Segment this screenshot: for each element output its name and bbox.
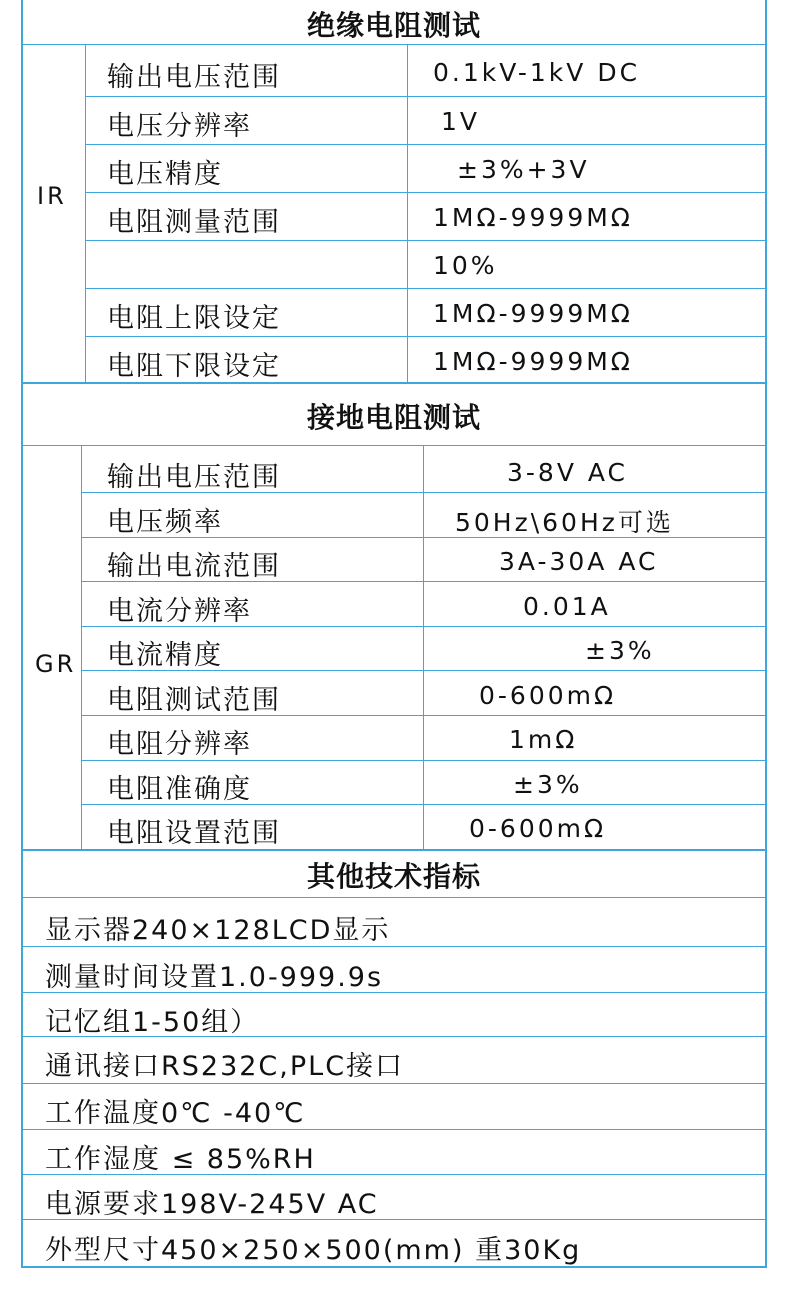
divider — [85, 192, 765, 193]
gr-row-value: 0.01A — [523, 592, 611, 621]
divider — [23, 382, 765, 384]
gr-row-label: 电阻分辨率 — [107, 729, 252, 760]
divider — [23, 1036, 765, 1037]
divider — [23, 44, 765, 45]
gr-row-label: 电阻测试范围 — [107, 685, 281, 716]
gr-section-title: 接地电阻测试 — [306, 401, 481, 434]
ir-row-value: 10% — [433, 251, 498, 280]
gr-row-label: 电压频率 — [107, 507, 223, 538]
spec-line: 测量时间设置1.0-999.9s — [45, 962, 384, 993]
spec-line: 外型尺寸450×250×500(mm) 重30Kg — [45, 1235, 582, 1266]
divider — [423, 445, 424, 849]
spec-line: 显示器240×128LCD显示 — [45, 915, 391, 946]
gr-row-label: 电流分辨率 — [107, 596, 252, 627]
gr-row-label: 电阻准确度 — [107, 774, 252, 805]
gr-row-label: 输出电流范围 — [107, 551, 281, 582]
divider — [23, 1083, 765, 1084]
divider — [23, 445, 765, 446]
ir-row-label: 电阻上限设定 — [107, 303, 281, 334]
spec-line: 记忆组1-50组） — [45, 1007, 260, 1038]
divider — [81, 445, 82, 849]
divider — [23, 1174, 765, 1175]
gr-row-value: 3A-30A AC — [499, 547, 659, 576]
gr-row-value: 50Hz\60Hz可选 — [455, 508, 674, 537]
gr-row-value: 1mΩ — [509, 725, 578, 754]
divider — [23, 946, 765, 947]
gr-group-label: GR — [35, 650, 77, 678]
divider — [23, 1129, 765, 1130]
spec-line: 工作温度0℃ -40℃ — [45, 1098, 306, 1129]
divider — [85, 336, 765, 337]
gr-row-value: 0-600mΩ — [479, 681, 617, 710]
ir-row-value: 1MΩ-9999MΩ — [433, 299, 633, 328]
ir-row-value: 1V — [441, 107, 481, 136]
gr-row-label: 电阻设置范围 — [107, 818, 281, 849]
gr-row-label: 电流精度 — [107, 640, 223, 671]
ir-section-title: 绝缘电阻测试 — [306, 9, 481, 42]
gr-row-label: 输出电压范围 — [107, 462, 281, 493]
ir-row-label: 输出电压范围 — [107, 62, 281, 93]
ir-group-label: IR — [37, 182, 67, 210]
divider — [85, 144, 765, 145]
ir-row-value: 0.1kV-1kV DC — [433, 58, 641, 87]
divider — [23, 849, 765, 851]
other-section-title: 其他技术指标 — [306, 860, 481, 893]
spec-line: 电源要求198V-245V AC — [45, 1189, 379, 1220]
gr-row-value: 0-600mΩ — [469, 814, 607, 843]
gr-row-value: ±3% — [585, 636, 655, 665]
divider — [23, 992, 765, 993]
ir-row-label: 电阻下限设定 — [107, 351, 281, 382]
spec-line: 工作湿度 ≤ 85%RH — [45, 1144, 316, 1175]
divider — [85, 288, 765, 289]
ir-row-value: 1MΩ-9999MΩ — [433, 203, 633, 232]
gr-row-value: ±3% — [513, 770, 583, 799]
spec-line: 通讯接口RS232C,PLC接口 — [45, 1051, 405, 1082]
divider — [85, 44, 86, 382]
ir-row-label: 电阻测量范围 — [107, 207, 281, 238]
divider — [407, 44, 408, 382]
ir-row-label: 电压精度 — [107, 159, 223, 190]
ir-row-label: 电压分辨率 — [107, 111, 252, 142]
divider — [23, 1219, 765, 1220]
divider — [85, 96, 765, 97]
spec-table — [21, 0, 767, 1268]
ir-row-value: 1MΩ-9999MΩ — [433, 347, 633, 376]
gr-row-value: 3-8V AC — [507, 458, 628, 487]
divider — [23, 897, 765, 898]
ir-row-value: ±3%+3V — [457, 155, 590, 184]
divider — [85, 240, 765, 241]
